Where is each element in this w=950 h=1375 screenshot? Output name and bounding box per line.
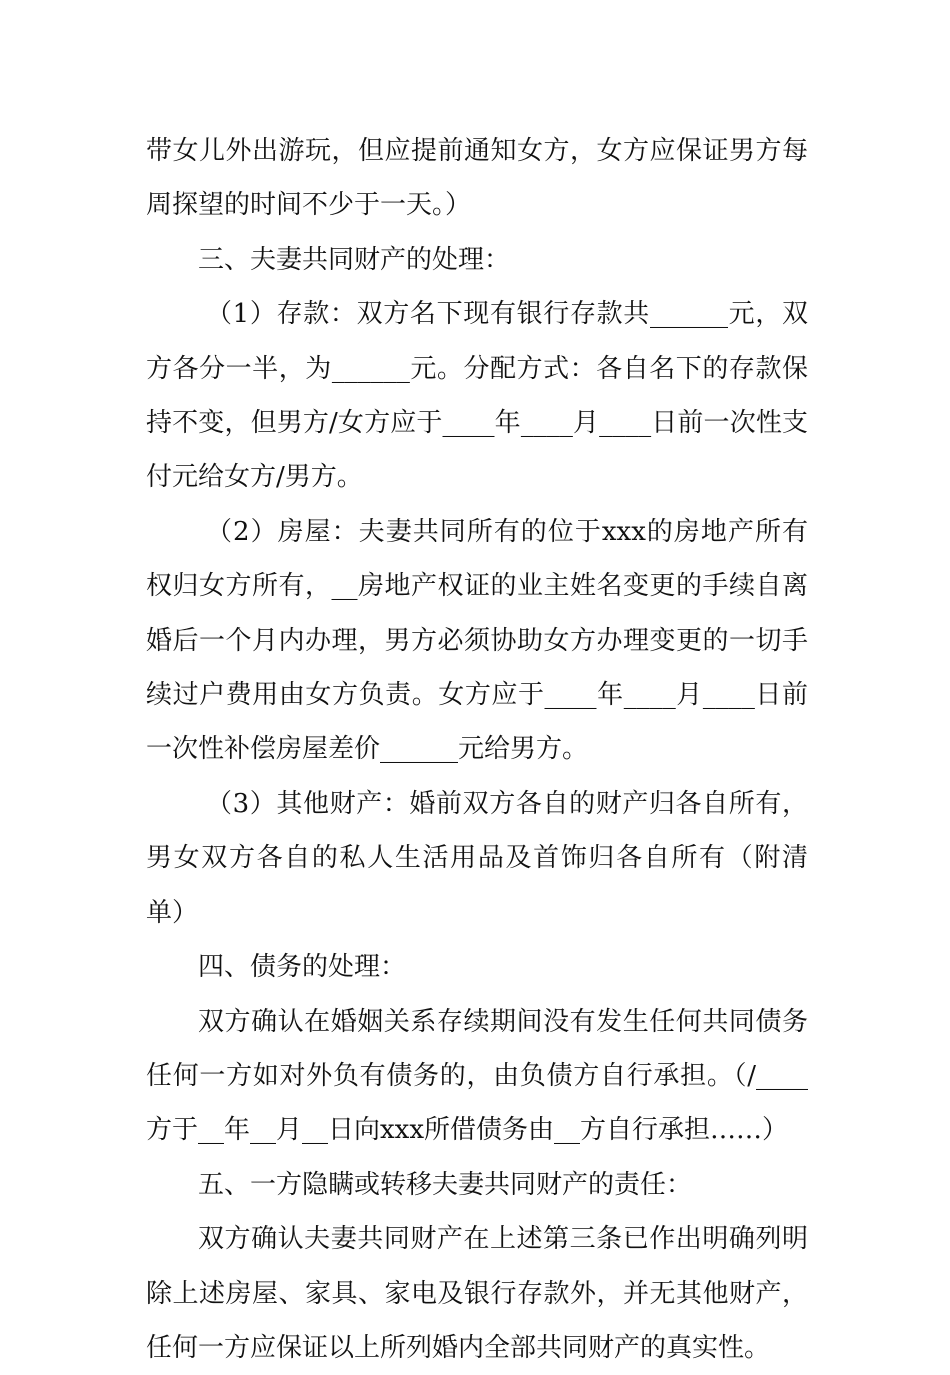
section-heading-debt: 四、债务的处理：: [198, 952, 407, 983]
clause-house: （2）房屋：夫妻共同所有的位于xxx的房地产所有权归女方所有，__房地产权证的业主姓名变更的手续自离婚后一个月内办理，男方必须协助女方办理变更的一切手续过户费用由女方负责。女方应于____年____月____日前一次性补偿房屋差价______元给男方。: [146, 516, 808, 765]
document-page: [146, 124, 808, 1375]
section-heading-concealment: 五、一方隐瞒或转移夫妻共同财产的责任：: [198, 1169, 693, 1200]
section-heading-property: 三、夫妻共同财产的处理：: [198, 244, 511, 275]
paragraph-concealment: 双方确认夫妻共同财产在上述第三条已作出明确列明除上述房屋、家具、家电及银行存款外，并无其他财产，任何一方应保证以上所列婚内全部共同财产的真实性。: [146, 1224, 808, 1363]
paragraph-continuation: 带女儿外出游玩，但应提前通知女方，女方应保证男方每周探望的时间不少于一天。）: [146, 136, 808, 221]
paragraph-debt: 双方确认在婚姻关系存续期间没有发生任何共同债务任何一方如对外负有债务的，由负债方自行承担。（/____方于__年__月__日向xxx所借债务由__方自行承担……）: [146, 1006, 808, 1146]
clause-other-property: （3）其他财产：婚前双方各自的财产归各自所有，男女双方各自的私人生活用品及首饰归各自所有（附清单）: [146, 788, 808, 928]
clause-savings: （1）存款：双方名下现有银行存款共______元，双方各分一半，为______元。分配方式：各自名下的存款保持不变，但男方/女方应于____年____月____日前一次性支付元给女方/男方。: [146, 299, 808, 493]
